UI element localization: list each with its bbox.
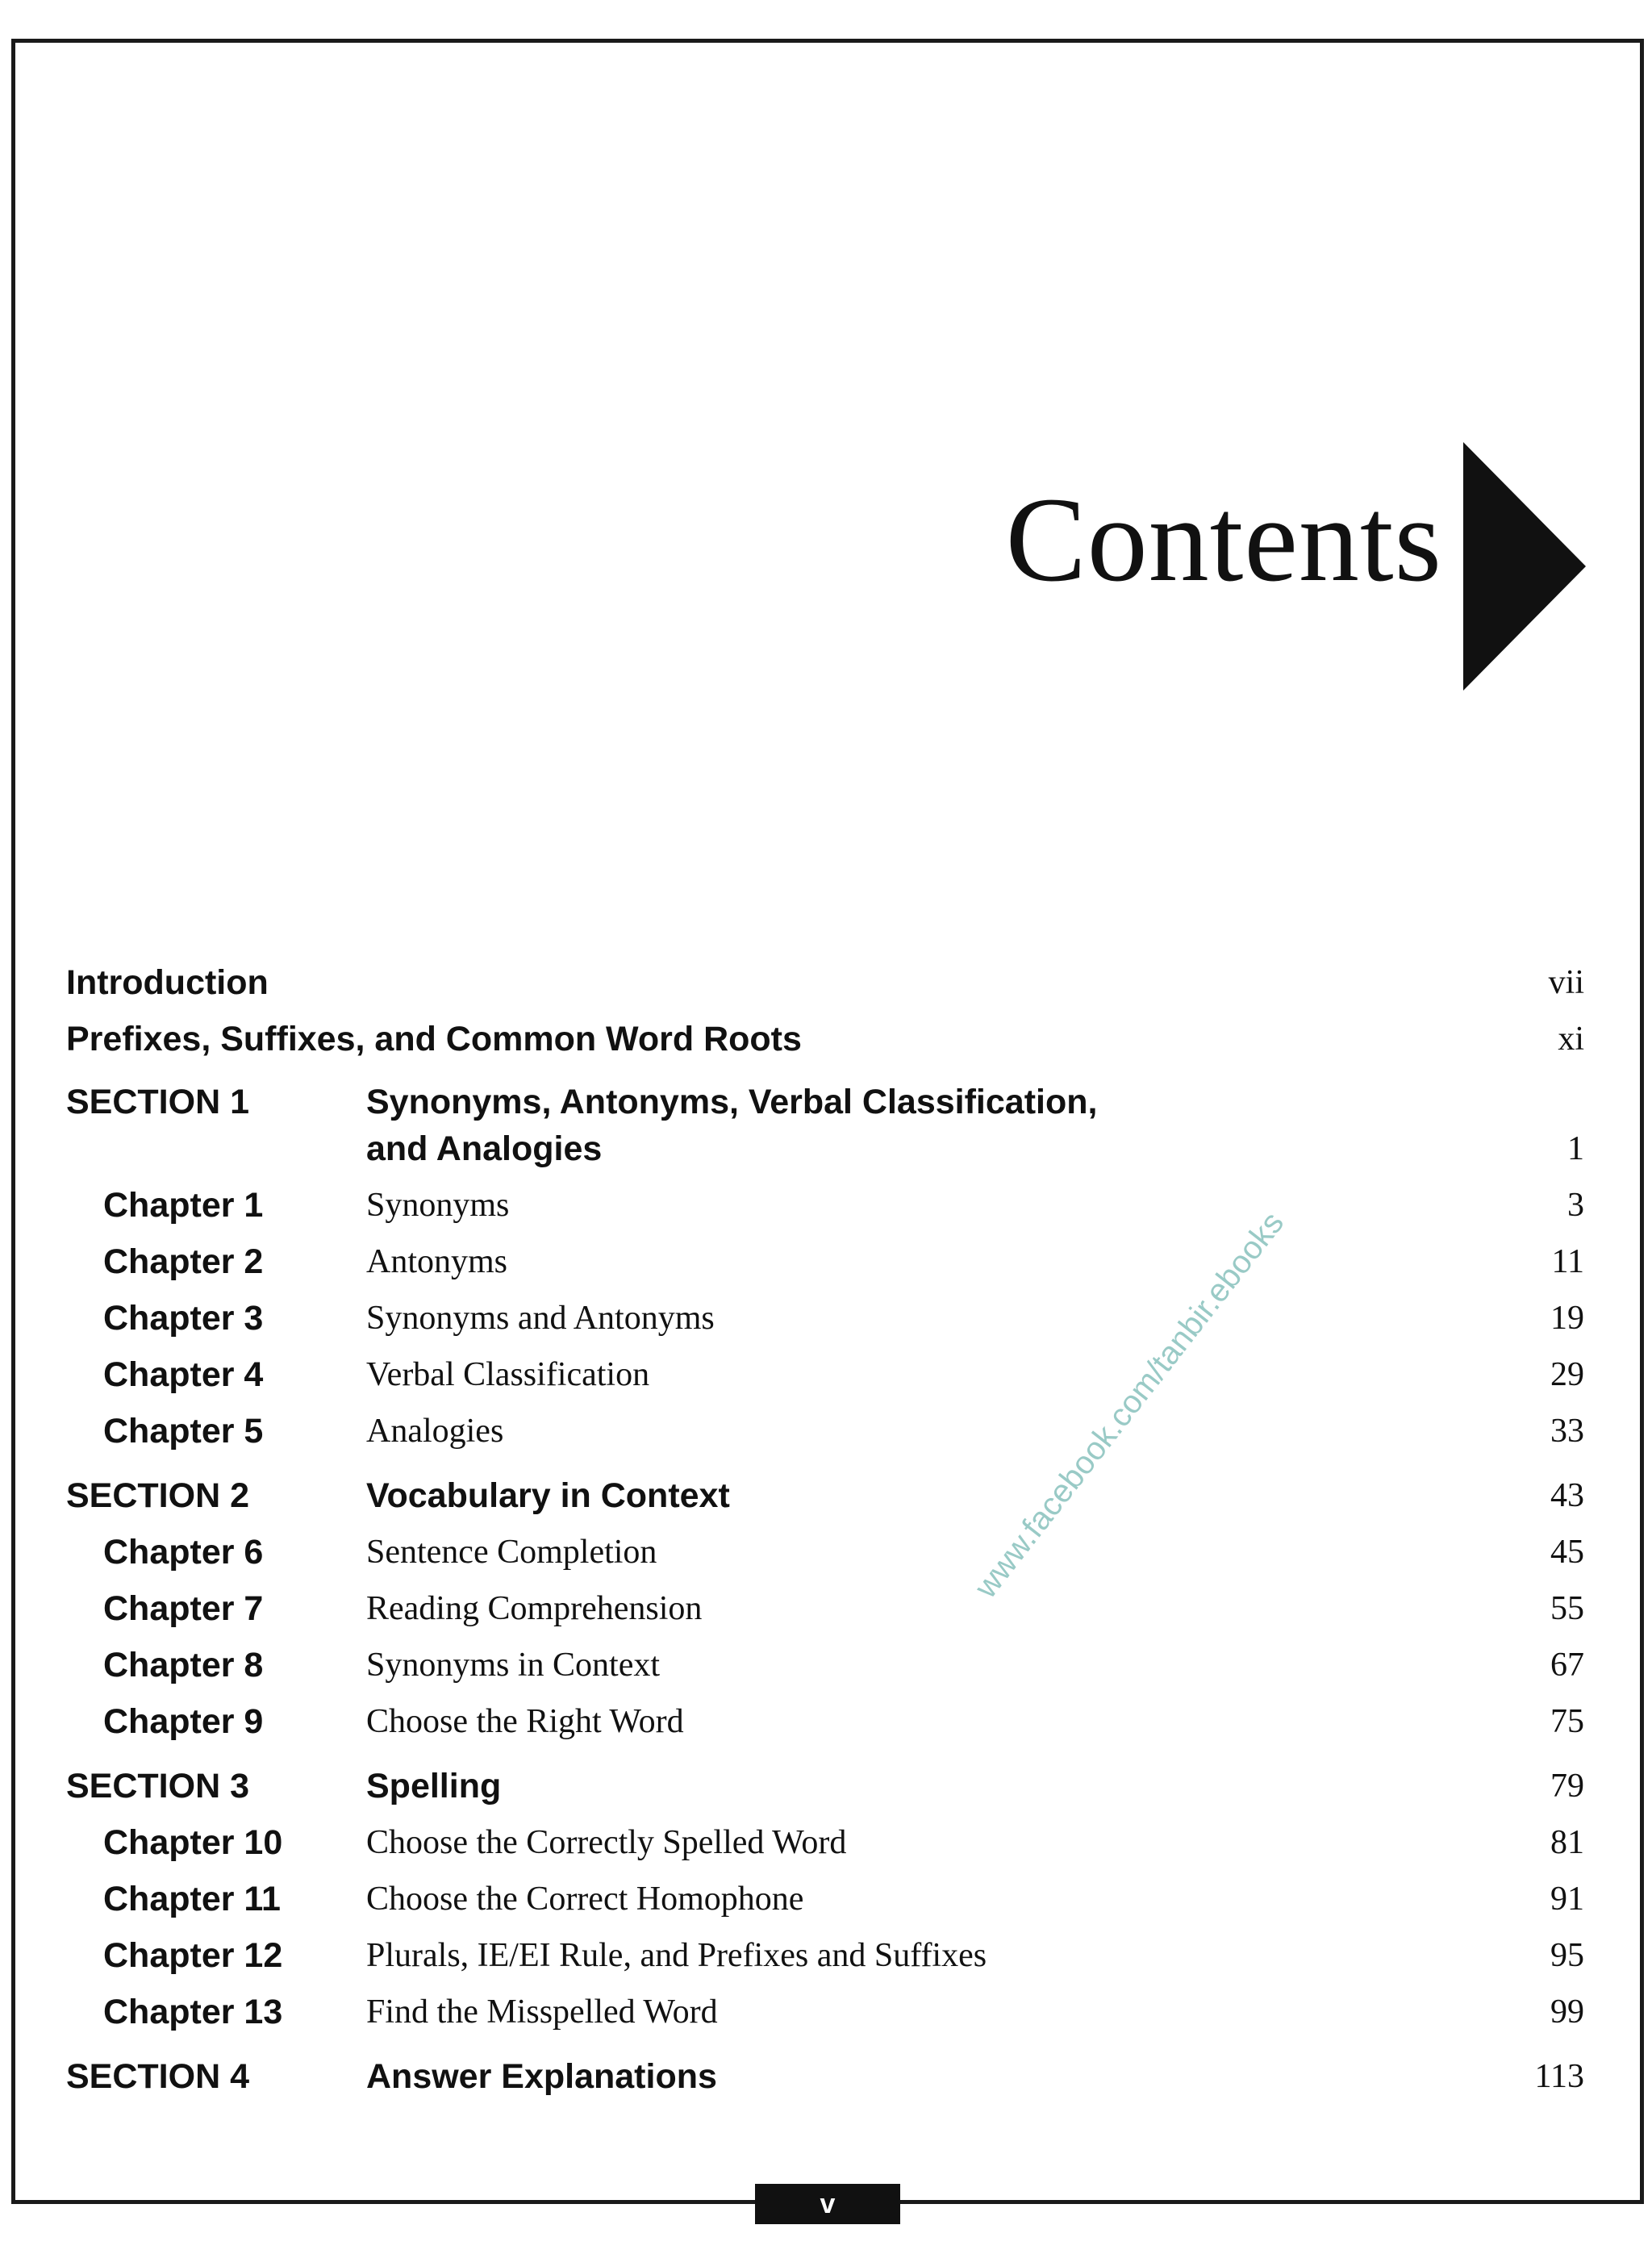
toc-row-continuation — [0, 1125, 1652, 1173]
page-title: Contents — [1005, 473, 1442, 607]
toc-page-number: 81 — [1550, 1824, 1584, 1861]
toc-page-number: 67 — [1550, 1647, 1584, 1684]
toc-row-chapter — [0, 1294, 1652, 1342]
toc-page-number: 43 — [1550, 1477, 1584, 1514]
toc-top-label: Introduction — [66, 963, 269, 1002]
toc-chapter-label: Chapter 9 — [103, 1702, 264, 1741]
page-number-badge: v — [755, 2184, 900, 2224]
toc-row-section — [0, 1078, 1652, 1126]
toc-page-number: xi — [1558, 1021, 1584, 1058]
toc-section-label: SECTION 2 — [66, 1476, 249, 1515]
toc-page-number: 3 — [1567, 1187, 1584, 1224]
toc-chapter-label: Chapter 10 — [103, 1823, 283, 1862]
toc-chapter-label: Chapter 1 — [103, 1186, 264, 1225]
toc-chapter-label: Chapter 6 — [103, 1533, 264, 1572]
toc-chapter-label: Chapter 13 — [103, 1993, 283, 2031]
toc-row-chapter — [0, 1350, 1652, 1399]
toc-chapter-label: Chapter 2 — [103, 1242, 264, 1281]
toc-chapter-title: Verbal Classification — [366, 1356, 650, 1393]
toc-chapter-label: Chapter 11 — [103, 1880, 281, 1918]
toc-row-section — [0, 2052, 1652, 2101]
toc-chapter-title: Find the Misspelled Word — [366, 1993, 718, 2031]
toc-chapter-label: Chapter 4 — [103, 1355, 264, 1394]
toc-row-chapter — [0, 1818, 1652, 1867]
toc-chapter-title: Synonyms in Context — [366, 1647, 661, 1684]
toc-page-number: 75 — [1550, 1703, 1584, 1740]
toc-page-number: 1 — [1567, 1130, 1584, 1167]
toc-page-number: 55 — [1550, 1590, 1584, 1627]
toc-chapter-title: Choose the Correct Homophone — [366, 1881, 804, 1918]
toc-row-chapter — [0, 1584, 1652, 1633]
toc-page-number: 11 — [1551, 1243, 1584, 1280]
toc-row-chapter — [0, 1238, 1652, 1286]
toc-row-chapter — [0, 1641, 1652, 1689]
toc-row-chapter — [0, 1407, 1652, 1455]
toc-page-number: 19 — [1550, 1300, 1584, 1337]
toc-section-title: Synonyms, Antonyms, Verbal Classification, — [366, 1083, 1098, 1121]
toc-chapter-title: Choose the Right Word — [366, 1703, 684, 1740]
toc-row-top — [0, 1015, 1652, 1063]
toc-chapter-label: Chapter 12 — [103, 1936, 283, 1975]
toc-chapter-title: Synonyms — [366, 1187, 510, 1224]
toc-chapter-title: Choose the Correctly Spelled Word — [366, 1824, 847, 1861]
toc-row-chapter — [0, 1181, 1652, 1229]
toc-page-number: 79 — [1550, 1768, 1584, 1805]
toc-chapter-title: Antonyms — [366, 1243, 508, 1280]
toc-row-top — [0, 958, 1652, 1007]
toc-row-chapter — [0, 1931, 1652, 1980]
toc-section-label: SECTION 1 — [66, 1083, 249, 1121]
toc-section-title: Spelling — [366, 1767, 502, 1805]
toc-row-section — [0, 1471, 1652, 1520]
toc-row-chapter — [0, 1875, 1652, 1923]
toc-page-number: 99 — [1550, 1993, 1584, 2031]
toc-row-section — [0, 1762, 1652, 1810]
toc-chapter-label: Chapter 3 — [103, 1299, 264, 1338]
toc-chapter-label: Chapter 8 — [103, 1646, 264, 1684]
toc-row-chapter — [0, 1697, 1652, 1746]
toc-chapter-title: Analogies — [366, 1413, 504, 1450]
toc-top-label: Prefixes, Suffixes, and Common Word Roots — [66, 1020, 802, 1058]
toc-chapter-title: Plurals, IE/EI Rule, and Prefixes and Suffixes — [366, 1937, 987, 1974]
toc-page-number: 91 — [1550, 1881, 1584, 1918]
toc-page-number: 113 — [1534, 2058, 1584, 2095]
toc-chapter-title: Reading Comprehension — [366, 1590, 703, 1627]
toc-row-chapter — [0, 1528, 1652, 1576]
toc-section-label: SECTION 3 — [66, 1767, 249, 1805]
watermark-text: www.facebook.com/tanbir.ebooks — [968, 1205, 1291, 1605]
toc-chapter-title: Synonyms and Antonyms — [366, 1300, 715, 1337]
toc-section-label: SECTION 4 — [66, 2057, 249, 2096]
toc-continuation-title: and Analogies — [366, 1129, 603, 1168]
toc-page-number: 33 — [1550, 1413, 1584, 1450]
toc-chapter-label: Chapter 7 — [103, 1589, 264, 1628]
toc-section-title: Answer Explanations — [366, 2057, 717, 2096]
toc-page-number: 29 — [1550, 1356, 1584, 1393]
toc-page-number: 95 — [1550, 1937, 1584, 1974]
toc-page-number: vii — [1548, 964, 1584, 1001]
toc-chapter-title: Sentence Completion — [366, 1534, 657, 1571]
toc-row-chapter — [0, 1988, 1652, 2036]
toc-section-title: Vocabulary in Context — [366, 1476, 730, 1515]
toc-page-number: 45 — [1550, 1534, 1584, 1571]
toc-chapter-label: Chapter 5 — [103, 1412, 264, 1451]
